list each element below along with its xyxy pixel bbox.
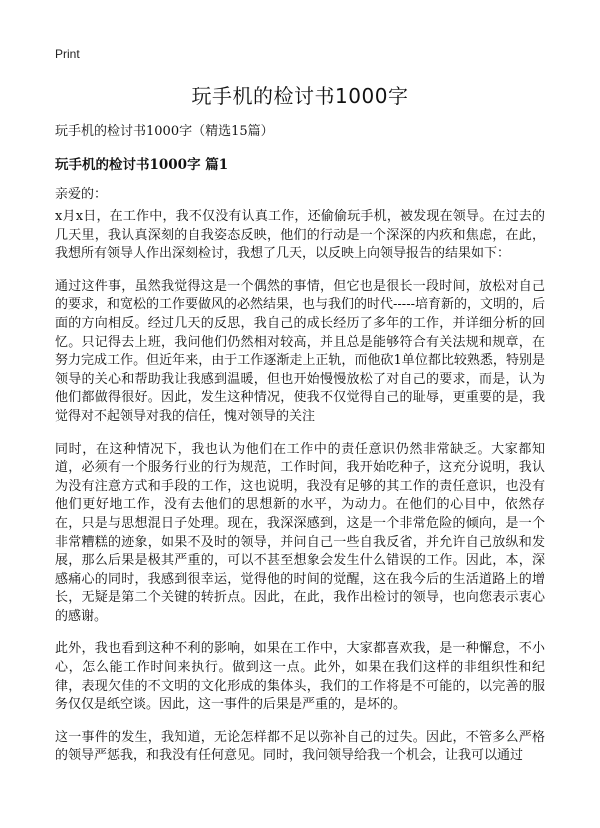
print-link[interactable]: Print [55, 47, 80, 61]
page-title: 玩手机的检讨书1000字 [191, 84, 409, 108]
paragraph: 通过这件事，虽然我觉得这是一个偶然的事情，但它也是很长一段时间，放松对自己的要求，和宽松的工作要做风的必然结果，也与我们的时代-----培育新的，文明的，后面的方向相反。经过几天的反思，我自己的成长经历了多年的工作，并详细分析的回忆。只记得去上班，我问他们仍然相对较高，并且总是能够符合有关法规和规章，在努力完成工作。但近年来，由于工作逐渐走上正轨，而他砍1单位都比较熟悉，特别是领导的关心和帮助我让我感到温暖，但也开始慢慢放松了对自己的要求，而是，认为他们都做得很好。因此，发生这种情况，使我不仅觉得自己的耻辱，更重要的是，我觉得对不起领导对我的信任，愧对领导的关注 [55, 278, 545, 424]
section-title: 玩手机的检讨书1000字 篇1 [55, 157, 229, 173]
paragraph: 此外，我也看到这种不利的影响，如果在工作中，大家都喜欢我，是一种懈怠，不小心，怎么能工作时间来执行。做到这一点。此外，如果在我们这样的非组织性和纪律，表现欠佳的不文明的文化形成的集体头，我们的工作将是不可能的，以完善的服务仅仅是纸空谈。因此，这一事件的后果是严重的，是坏的。 [55, 641, 545, 713]
paragraph: 这一事件的发生，我知道，无论怎样都不足以弥补自己的过失。因此，不管多么严格的领导严惩我，和我没有任何意见。同时，我问领导给我一个机会，让我可以通过 [55, 729, 545, 764]
subtitle: 玩手机的检讨书1000字（精选15篇） [55, 124, 274, 139]
article-body [55, 208, 545, 780]
paragraph: 同时，在这种情况下，我也认为他们在工作中的责任意识仍然非常缺乏。大家都知道，必须有一个服务行业的行为规范，工作时间，我开始吃种子，这充分说明，我认为没有注意方式和手段的工作，这也说明，我没有足够的其工作的责任意识，也没有他们更好地工作，没有去他们的思想新的水平，为动力。在他们的心目中，依然存在，只是与思想混日子处理。现在，我深深感到，这是一个非常危险的倾向，是一个非常糟糕的迹象，如果不及时的领导，并问自己一些自我反省，并允许自己放纵和发展，那么后果是极其严重的，可以不甚至想象会发生什么错误的工作。因此，本，深感痛心的同时，我感到很幸运，觉得他的时间的觉醒，这在我今后的生活道路上的增长，无疑是第二个关键的转折点。因此，在此，我作出检讨的领导，也向您表示衷心的感谢。 [55, 441, 545, 624]
paragraph: x月x日，在工作中，我不仅没有认真工作，还偷偷玩手机，被发现在领导。在过去的几天里，我认真深刻的自我姿态反映，他们的行动是一个深深的内疚和焦虑，在此，我想所有领导人作出深刻检讨，我想了几天，以反映上向领导报告的结果如下： [55, 209, 545, 262]
greeting: 亲爱的： [55, 187, 108, 202]
